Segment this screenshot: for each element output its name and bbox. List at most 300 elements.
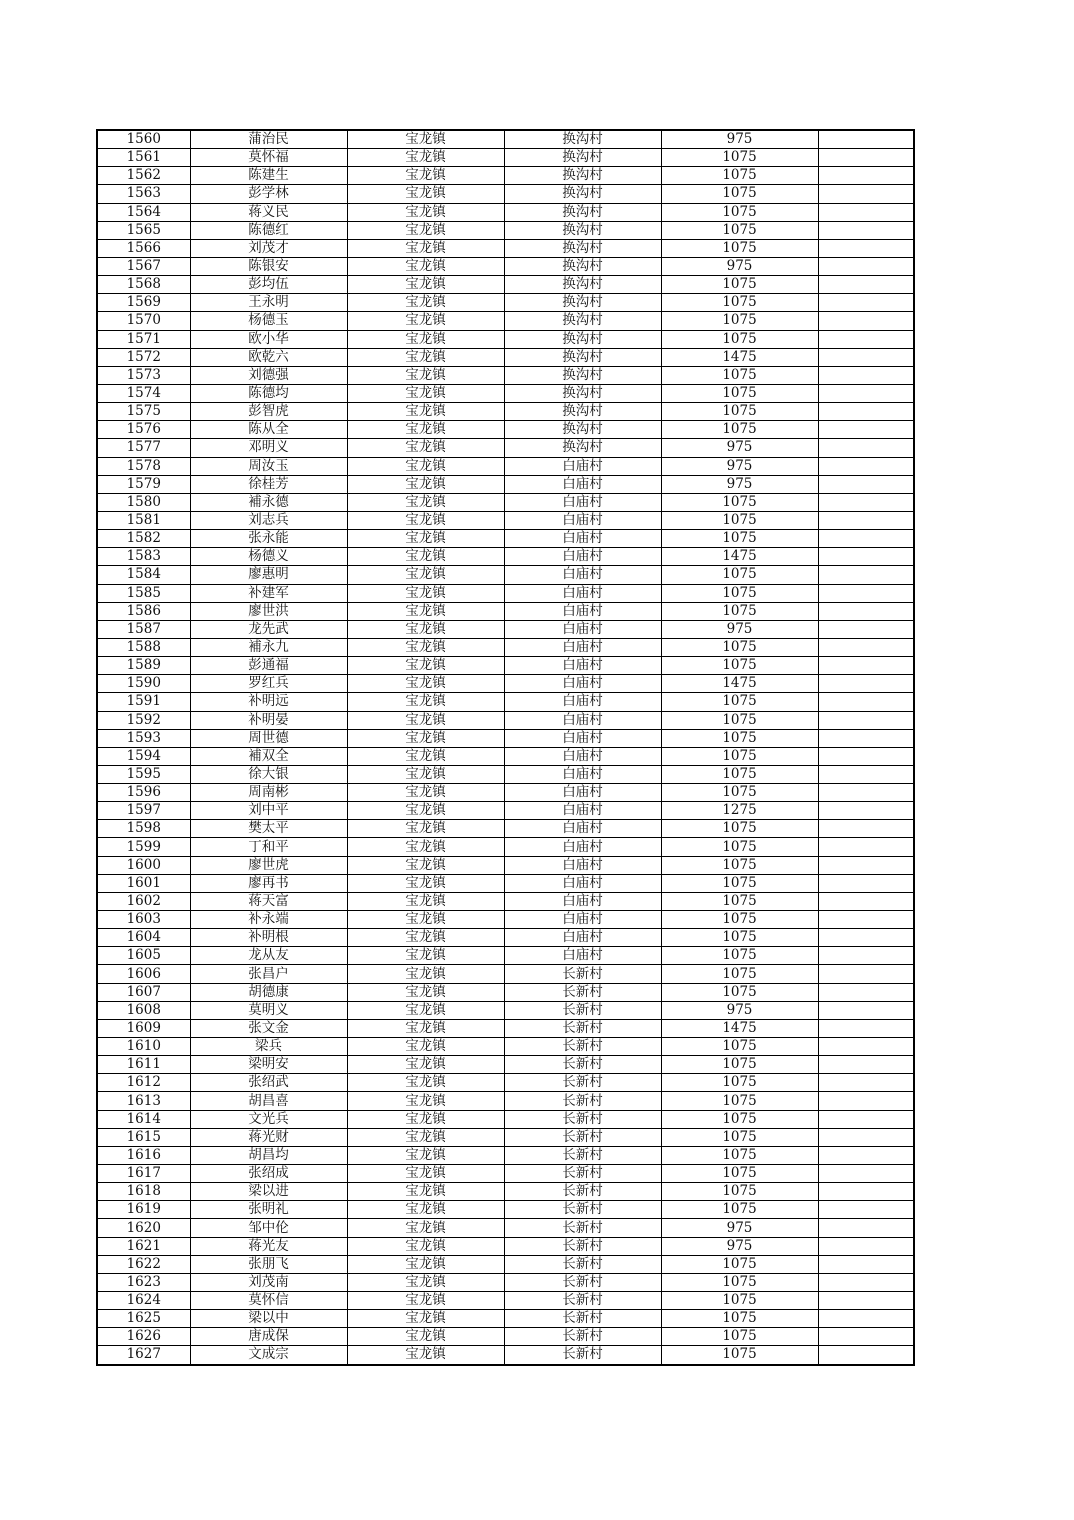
amount-cell: 1075 [661, 239, 818, 257]
remark-cell [818, 1201, 914, 1219]
table-row [97, 203, 914, 221]
village-cell: 白庙村 [504, 602, 661, 620]
name-cell: 梁兵 [190, 1038, 347, 1056]
remark-cell [818, 1273, 914, 1291]
remark-cell [818, 1310, 914, 1328]
amount-cell: 1075 [661, 185, 818, 203]
amount-cell: 1075 [661, 602, 818, 620]
table-row [97, 239, 914, 257]
village-cell: 换沟村 [504, 439, 661, 457]
remark-cell [818, 384, 914, 402]
amount-cell: 1075 [661, 1310, 818, 1328]
row-number-cell: 1609 [97, 1019, 190, 1037]
table-row [97, 765, 914, 783]
name-cell: 龙先武 [190, 620, 347, 638]
town-cell: 宝龙镇 [347, 366, 504, 384]
remark-cell [818, 784, 914, 802]
town-cell: 宝龙镇 [347, 1183, 504, 1201]
village-cell: 白庙村 [504, 874, 661, 892]
table-row [97, 348, 914, 366]
remark-cell [818, 838, 914, 856]
name-cell: 补建军 [190, 584, 347, 602]
town-cell: 宝龙镇 [347, 457, 504, 475]
row-number-cell: 1580 [97, 493, 190, 511]
name-cell: 刘志兵 [190, 511, 347, 529]
village-cell: 白庙村 [504, 511, 661, 529]
name-cell: 胡德康 [190, 983, 347, 1001]
town-cell: 宝龙镇 [347, 548, 504, 566]
remark-cell [818, 620, 914, 638]
table-row [97, 457, 914, 475]
table-row [97, 1346, 914, 1365]
amount-cell: 1075 [661, 330, 818, 348]
amount-cell: 1075 [661, 1201, 818, 1219]
table-row [97, 167, 914, 185]
town-cell: 宝龙镇 [347, 312, 504, 330]
remark-cell [818, 167, 914, 185]
amount-cell: 1075 [661, 638, 818, 656]
remark-cell [818, 820, 914, 838]
village-cell: 白庙村 [504, 820, 661, 838]
table-row [97, 911, 914, 929]
village-cell: 白庙村 [504, 548, 661, 566]
village-cell: 白庙村 [504, 765, 661, 783]
village-cell: 长新村 [504, 1310, 661, 1328]
amount-cell: 1075 [661, 421, 818, 439]
village-cell: 长新村 [504, 1146, 661, 1164]
table-row [97, 1328, 914, 1346]
amount-cell: 1075 [661, 784, 818, 802]
remark-cell [818, 457, 914, 475]
town-cell: 宝龙镇 [347, 1292, 504, 1310]
amount-cell: 975 [661, 1219, 818, 1237]
name-cell: 廖世虎 [190, 856, 347, 874]
remark-cell [818, 257, 914, 275]
name-cell: 補双全 [190, 747, 347, 765]
name-cell: 邓明义 [190, 439, 347, 457]
amount-cell: 1075 [661, 1273, 818, 1291]
amount-cell: 1475 [661, 675, 818, 693]
row-number-cell: 1602 [97, 892, 190, 910]
village-cell: 长新村 [504, 1292, 661, 1310]
amount-cell: 1075 [661, 584, 818, 602]
row-number-cell: 1563 [97, 185, 190, 203]
town-cell: 宝龙镇 [347, 765, 504, 783]
town-cell: 宝龙镇 [347, 657, 504, 675]
row-number-cell: 1625 [97, 1310, 190, 1328]
table-row [97, 149, 914, 167]
remark-cell [818, 1074, 914, 1092]
table-row [97, 892, 914, 910]
town-cell: 宝龙镇 [347, 1001, 504, 1019]
town-cell: 宝龙镇 [347, 1165, 504, 1183]
amount-cell: 1075 [661, 1038, 818, 1056]
table-body [97, 130, 914, 1365]
remark-cell [818, 1001, 914, 1019]
table-row [97, 1219, 914, 1237]
amount-cell: 1275 [661, 802, 818, 820]
amount-cell: 1075 [661, 149, 818, 167]
remark-cell [818, 566, 914, 584]
remark-cell [818, 1237, 914, 1255]
village-cell: 换沟村 [504, 130, 661, 149]
amount-cell: 1075 [661, 983, 818, 1001]
table-row [97, 947, 914, 965]
table-row [97, 1110, 914, 1128]
amount-cell: 1075 [661, 1074, 818, 1092]
town-cell: 宝龙镇 [347, 1273, 504, 1291]
village-cell: 换沟村 [504, 276, 661, 294]
amount-cell: 1075 [661, 765, 818, 783]
row-number-cell: 1595 [97, 765, 190, 783]
village-cell: 换沟村 [504, 149, 661, 167]
amount-cell: 1075 [661, 366, 818, 384]
village-cell: 长新村 [504, 1219, 661, 1237]
amount-cell: 1075 [661, 312, 818, 330]
data-table [96, 129, 915, 1366]
amount-cell: 1075 [661, 294, 818, 312]
table-row [97, 1255, 914, 1273]
row-number-cell: 1586 [97, 602, 190, 620]
row-number-cell: 1601 [97, 874, 190, 892]
name-cell: 蒋天富 [190, 892, 347, 910]
town-cell: 宝龙镇 [347, 747, 504, 765]
row-number-cell: 1621 [97, 1237, 190, 1255]
town-cell: 宝龙镇 [347, 675, 504, 693]
row-number-cell: 1566 [97, 239, 190, 257]
village-cell: 白庙村 [504, 784, 661, 802]
name-cell: 张朋飞 [190, 1255, 347, 1273]
village-cell: 换沟村 [504, 203, 661, 221]
village-cell: 长新村 [504, 1346, 661, 1365]
town-cell: 宝龙镇 [347, 239, 504, 257]
town-cell: 宝龙镇 [347, 403, 504, 421]
amount-cell: 1075 [661, 493, 818, 511]
row-number-cell: 1588 [97, 638, 190, 656]
remark-cell [818, 1038, 914, 1056]
remark-cell [818, 711, 914, 729]
village-cell: 换沟村 [504, 294, 661, 312]
village-cell: 长新村 [504, 1237, 661, 1255]
row-number-cell: 1606 [97, 965, 190, 983]
town-cell: 宝龙镇 [347, 1019, 504, 1037]
village-cell: 白庙村 [504, 892, 661, 910]
remark-cell [818, 403, 914, 421]
remark-cell [818, 530, 914, 548]
row-number-cell: 1564 [97, 203, 190, 221]
village-cell: 白庙村 [504, 693, 661, 711]
village-cell: 长新村 [504, 1092, 661, 1110]
table-row [97, 693, 914, 711]
row-number-cell: 1587 [97, 620, 190, 638]
amount-cell: 975 [661, 1237, 818, 1255]
remark-cell [818, 203, 914, 221]
amount-cell: 975 [661, 130, 818, 149]
remark-cell [818, 1056, 914, 1074]
remark-cell [818, 421, 914, 439]
town-cell: 宝龙镇 [347, 1092, 504, 1110]
remark-cell [818, 747, 914, 765]
table-row [97, 185, 914, 203]
village-cell: 长新村 [504, 965, 661, 983]
amount-cell: 1075 [661, 384, 818, 402]
row-number-cell: 1619 [97, 1201, 190, 1219]
name-cell: 蒋义民 [190, 203, 347, 221]
town-cell: 宝龙镇 [347, 820, 504, 838]
village-cell: 换沟村 [504, 403, 661, 421]
row-number-cell: 1562 [97, 167, 190, 185]
name-cell: 补明根 [190, 929, 347, 947]
town-cell: 宝龙镇 [347, 294, 504, 312]
row-number-cell: 1575 [97, 403, 190, 421]
town-cell: 宝龙镇 [347, 1346, 504, 1365]
table-row [97, 620, 914, 638]
name-cell: 補永德 [190, 493, 347, 511]
table-row [97, 330, 914, 348]
table-row [97, 1183, 914, 1201]
row-number-cell: 1613 [97, 1092, 190, 1110]
amount-cell: 975 [661, 257, 818, 275]
town-cell: 宝龙镇 [347, 511, 504, 529]
village-cell: 长新村 [504, 1056, 661, 1074]
table-row [97, 1056, 914, 1074]
town-cell: 宝龙镇 [347, 929, 504, 947]
table-row [97, 729, 914, 747]
table-row [97, 511, 914, 529]
name-cell: 文成宗 [190, 1346, 347, 1365]
town-cell: 宝龙镇 [347, 1074, 504, 1092]
remark-cell [818, 1328, 914, 1346]
town-cell: 宝龙镇 [347, 965, 504, 983]
name-cell: 陈建生 [190, 167, 347, 185]
row-number-cell: 1617 [97, 1165, 190, 1183]
table-row [97, 1201, 914, 1219]
town-cell: 宝龙镇 [347, 911, 504, 929]
name-cell: 陈德均 [190, 384, 347, 402]
name-cell: 张绍成 [190, 1165, 347, 1183]
village-cell: 白庙村 [504, 638, 661, 656]
remark-cell [818, 149, 914, 167]
table-row [97, 838, 914, 856]
village-cell: 白庙村 [504, 493, 661, 511]
amount-cell: 1075 [661, 276, 818, 294]
table-row [97, 1292, 914, 1310]
table-row [97, 1019, 914, 1037]
name-cell: 彭学林 [190, 185, 347, 203]
town-cell: 宝龙镇 [347, 1146, 504, 1164]
amount-cell: 1475 [661, 348, 818, 366]
name-cell: 文光兵 [190, 1110, 347, 1128]
row-number-cell: 1565 [97, 221, 190, 239]
name-cell: 彭通福 [190, 657, 347, 675]
remark-cell [818, 1165, 914, 1183]
row-number-cell: 1567 [97, 257, 190, 275]
row-number-cell: 1593 [97, 729, 190, 747]
name-cell: 陈德红 [190, 221, 347, 239]
town-cell: 宝龙镇 [347, 1110, 504, 1128]
village-cell: 长新村 [504, 1074, 661, 1092]
name-cell: 补明晏 [190, 711, 347, 729]
row-number-cell: 1585 [97, 584, 190, 602]
table-row [97, 294, 914, 312]
row-number-cell: 1616 [97, 1146, 190, 1164]
village-cell: 白庙村 [504, 584, 661, 602]
town-cell: 宝龙镇 [347, 167, 504, 185]
name-cell: 周南彬 [190, 784, 347, 802]
town-cell: 宝龙镇 [347, 384, 504, 402]
row-number-cell: 1622 [97, 1255, 190, 1273]
name-cell: 莫怀福 [190, 149, 347, 167]
row-number-cell: 1560 [97, 130, 190, 149]
row-number-cell: 1594 [97, 747, 190, 765]
village-cell: 长新村 [504, 1201, 661, 1219]
amount-cell: 1075 [661, 1255, 818, 1273]
village-cell: 长新村 [504, 1273, 661, 1291]
town-cell: 宝龙镇 [347, 493, 504, 511]
row-number-cell: 1599 [97, 838, 190, 856]
town-cell: 宝龙镇 [347, 185, 504, 203]
table-row [97, 638, 914, 656]
name-cell: 廖再书 [190, 874, 347, 892]
town-cell: 宝龙镇 [347, 348, 504, 366]
remark-cell [818, 874, 914, 892]
town-cell: 宝龙镇 [347, 257, 504, 275]
name-cell: 彭智虎 [190, 403, 347, 421]
amount-cell: 1075 [661, 1092, 818, 1110]
town-cell: 宝龙镇 [347, 149, 504, 167]
remark-cell [818, 330, 914, 348]
town-cell: 宝龙镇 [347, 203, 504, 221]
name-cell: 丁和平 [190, 838, 347, 856]
remark-cell [818, 1092, 914, 1110]
name-cell: 廖世洪 [190, 602, 347, 620]
town-cell: 宝龙镇 [347, 130, 504, 149]
remark-cell [818, 185, 914, 203]
remark-cell [818, 130, 914, 149]
name-cell: 陈从全 [190, 421, 347, 439]
name-cell: 莫怀信 [190, 1292, 347, 1310]
row-number-cell: 1596 [97, 784, 190, 802]
row-number-cell: 1592 [97, 711, 190, 729]
remark-cell [818, 675, 914, 693]
remark-cell [818, 856, 914, 874]
remark-cell [818, 221, 914, 239]
table-row [97, 1146, 914, 1164]
town-cell: 宝龙镇 [347, 1201, 504, 1219]
amount-cell: 1075 [661, 566, 818, 584]
table-row [97, 130, 914, 149]
village-cell: 白庙村 [504, 657, 661, 675]
table-row [97, 784, 914, 802]
row-number-cell: 1591 [97, 693, 190, 711]
name-cell: 蒲治民 [190, 130, 347, 149]
amount-cell: 1475 [661, 1019, 818, 1037]
amount-cell: 1075 [661, 947, 818, 965]
village-cell: 白庙村 [504, 911, 661, 929]
town-cell: 宝龙镇 [347, 330, 504, 348]
name-cell: 张永能 [190, 530, 347, 548]
table-row [97, 929, 914, 947]
amount-cell: 1075 [661, 657, 818, 675]
remark-cell [818, 475, 914, 493]
row-number-cell: 1604 [97, 929, 190, 947]
remark-cell [818, 983, 914, 1001]
table-row [97, 965, 914, 983]
row-number-cell: 1614 [97, 1110, 190, 1128]
town-cell: 宝龙镇 [347, 983, 504, 1001]
town-cell: 宝龙镇 [347, 602, 504, 620]
town-cell: 宝龙镇 [347, 475, 504, 493]
name-cell: 梁以中 [190, 1310, 347, 1328]
town-cell: 宝龙镇 [347, 802, 504, 820]
amount-cell: 1475 [661, 548, 818, 566]
name-cell: 徐大银 [190, 765, 347, 783]
town-cell: 宝龙镇 [347, 838, 504, 856]
name-cell: 罗红兵 [190, 675, 347, 693]
remark-cell [818, 1110, 914, 1128]
name-cell: 蒋光友 [190, 1237, 347, 1255]
amount-cell: 1075 [661, 911, 818, 929]
table-row [97, 1092, 914, 1110]
remark-cell [818, 439, 914, 457]
remark-cell [818, 965, 914, 983]
name-cell: 杨德玉 [190, 312, 347, 330]
row-number-cell: 1572 [97, 348, 190, 366]
town-cell: 宝龙镇 [347, 1219, 504, 1237]
amount-cell: 1075 [661, 1292, 818, 1310]
row-number-cell: 1623 [97, 1273, 190, 1291]
town-cell: 宝龙镇 [347, 530, 504, 548]
table-row [97, 312, 914, 330]
name-cell: 张昌户 [190, 965, 347, 983]
table-row [97, 366, 914, 384]
table-row [97, 276, 914, 294]
village-cell: 白庙村 [504, 620, 661, 638]
amount-cell: 1075 [661, 838, 818, 856]
table-row [97, 403, 914, 421]
amount-cell: 1075 [661, 1128, 818, 1146]
name-cell: 邹中伦 [190, 1219, 347, 1237]
town-cell: 宝龙镇 [347, 1237, 504, 1255]
name-cell: 蒋光财 [190, 1128, 347, 1146]
row-number-cell: 1570 [97, 312, 190, 330]
remark-cell [818, 802, 914, 820]
table-row [97, 1237, 914, 1255]
name-cell: 胡昌喜 [190, 1092, 347, 1110]
row-number-cell: 1576 [97, 421, 190, 439]
village-cell: 长新村 [504, 1038, 661, 1056]
village-cell: 换沟村 [504, 421, 661, 439]
amount-cell: 1075 [661, 729, 818, 747]
row-number-cell: 1627 [97, 1346, 190, 1365]
amount-cell: 1075 [661, 856, 818, 874]
table-row [97, 1128, 914, 1146]
name-cell: 补永端 [190, 911, 347, 929]
village-cell: 白庙村 [504, 947, 661, 965]
name-cell: 刘中平 [190, 802, 347, 820]
row-number-cell: 1608 [97, 1001, 190, 1019]
table-row [97, 384, 914, 402]
amount-cell: 1075 [661, 511, 818, 529]
name-cell: 唐成保 [190, 1328, 347, 1346]
remark-cell [818, 638, 914, 656]
amount-cell: 1075 [661, 747, 818, 765]
remark-cell [818, 729, 914, 747]
amount-cell: 1075 [661, 820, 818, 838]
table-row [97, 711, 914, 729]
table-row [97, 493, 914, 511]
town-cell: 宝龙镇 [347, 276, 504, 294]
